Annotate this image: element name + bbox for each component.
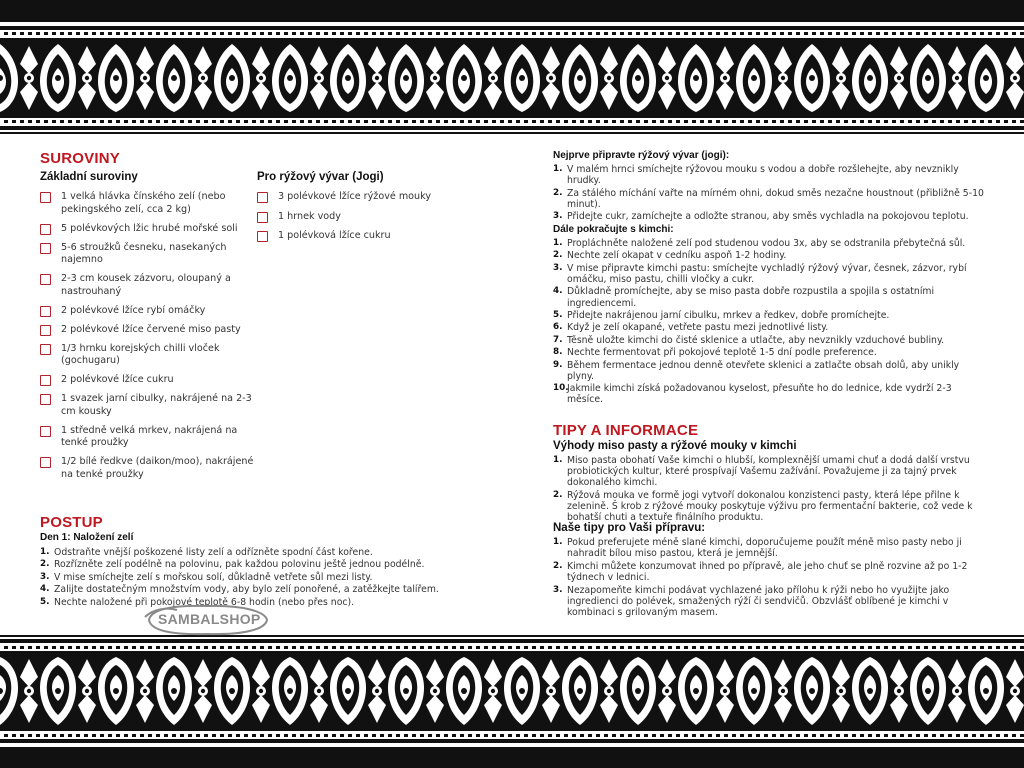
step-text: Nechte fermentovat při pokojové teplotě 1-5 dní podle preference. [567,347,877,359]
checkbox[interactable] [257,212,268,223]
kimchi-procedure-steps [553,238,988,407]
ingredient-item [40,425,255,450]
checkbox[interactable] [40,344,51,355]
checkbox[interactable] [40,375,51,386]
step-text: Kimchi můžete konzumovat ihned po přípravě, ale jeho chuť se plně rozvine až po 1-2 týdnech v lednici. [567,560,968,584]
step-text: Nezapomeňte kimchi podávat vychlazené jako přílohu k rýži nebo ho využijte jako ingredienci do polévek, smažených rýží či sendvičů. Obzvlášť oblíbené je kimchi v kombinaci s grilovaným masem. [567,584,950,619]
checkbox[interactable] [40,224,51,235]
step-text: Nechte zelí okapat v cedníku aspoň 1-2 hodiny. [567,250,787,262]
step-text: Během fermentace jednou denně otevřete sklenici a zatlačte obsah dolů, aby unikly plyny. [567,359,960,382]
step-text: Miso pasta obohatí Vaše kimchi o hlubší, komplexnější umami chuť a dodá další vrstvu probiotických kultur, které prospívají Vašemu zažívání. Považujeme ji za tajný prvek dokonalého kimchi. [567,455,970,489]
ingredient-label: 5 polévkových lžic hrubé mořské soli [61,222,238,234]
kimchi-step [553,286,988,308]
checkbox[interactable] [40,457,51,468]
step-number: 5. [40,596,50,607]
step-text: Když je zelí okapané, vetřete pastu mezi jednotlivé listy. [567,322,829,334]
checkbox[interactable] [40,243,51,254]
step-number: 2. [553,489,563,500]
top-edge-bar [0,0,1024,22]
step-number: 3. [553,211,563,222]
top-ornament-border [0,22,1024,136]
step-number: 9. [553,359,563,370]
step-number: 2. [553,187,563,198]
ingredient-item [40,273,255,298]
ingredient-label: 2 polévkové lžíce rybí omáčky [61,304,206,316]
broth-ingredients-heading: Pro rýžový vývar (Jogi) [257,171,384,183]
ingredient-label: 1 svazek jarní cibulky, nakrájené na 2-3 cm kousky [61,393,252,417]
ingredient-item [40,374,255,387]
basic-ingredients-heading: Základní suroviny [40,171,138,183]
broth-procedure-heading: Nejprve připravte rýžový vývar (jogi): [553,150,730,161]
day1-step [40,547,460,558]
broth-procedure-steps [553,164,988,224]
step-text: Za stálého míchání vařte na mírném ohni, dokud směs nezačne houstnout (přibližně 5-10 minut). [567,187,984,210]
advice-list [553,537,983,620]
step-text: Pokud preferujete méně slané kimchi, doporučujeme použít méně miso pasty nebo ji nahradit bílou miso pastou, která je jemnější. [567,537,962,560]
watermark-text: SAMBALSHOP [158,611,261,627]
step-number: 6. [553,322,563,333]
ingredient-label: 2-3 cm kousek zázvoru, oloupaný a nastrouhaný [61,273,231,297]
step-number: 3. [553,584,563,595]
advice-item [553,585,983,619]
benefits-list [553,455,983,525]
checkbox[interactable] [40,325,51,336]
broth-ingredients-list [257,191,457,250]
day1-step [40,572,460,583]
kimchi-procedure-heading: Dále pokračujte s kimchi: [553,224,674,235]
step-number: 1. [553,537,563,547]
checkbox[interactable] [257,231,268,242]
bottom-ornament-border [0,633,1024,747]
ingredient-item [40,305,255,318]
tips-title: TIPY A INFORMACE [553,422,699,439]
benefits-heading: Výhody miso pasty a rýžové mouky v kimchi [553,440,797,452]
step-number: 7. [553,334,563,345]
step-text: Rýžová mouka ve formě jogi vytvoří dokonalou konzistenci pasty, která lépe přilne k zelenině. Š krob z rýžové mouky poskytuje výživu pro fermentační bakterie, což vede k bohatší chuti a textuře finálního produktu. [567,489,973,524]
step-text: Důkladně promíchejte, aby se miso pasta dobře rozpustila a spojila s ostatními ingrediencemi. [567,286,935,309]
ingredient-label: 1 hrnek vody [278,210,341,222]
kimchi-step [553,263,988,285]
step-text: Přidejte nakrájenou jarní cibulku, mrkev a ředkev, dobře promíchejte. [567,309,890,321]
broth-step [553,188,988,210]
kimchi-step [553,238,988,249]
step-text: Zalijte dostatečným množstvím vody, aby bylo zelí ponořené, a zatěžkejte talířem. [54,584,439,596]
bottom-edge-bar [0,747,1024,768]
ingredient-label: 1 velká hlávka čínského zelí (nebo pekingského zelí, cca 2 kg) [61,191,226,215]
ingredient-label: 2 polévkové lžíce cukru [61,374,174,385]
ingredient-item [257,230,457,243]
ingredient-item [40,223,255,236]
checkbox[interactable] [40,394,51,405]
step-number: 2. [553,560,563,571]
step-number: 1. [553,455,563,465]
step-number: 1. [553,164,563,174]
step-text: V mise připravte kimchi pastu: smíchejte vychladlý rýžový vývar, česnek, zázvor, rybí omáčku, miso pastu, chilli vločky a cukr. [567,262,967,285]
kimchi-step [553,335,988,346]
ingredient-item [40,242,255,267]
ingredient-label: 1 středně velká mrkev, nakrájená na tenké proužky [61,424,238,448]
day1-step [40,559,460,570]
advice-item [553,537,983,559]
checkbox[interactable] [257,192,268,203]
step-text: Jakmile kimchi získá požadovanou kyselost, přesuňte ho do lednice, kde vydrží 2-3 měsíce. [567,383,952,406]
step-number: 4. [553,286,563,297]
ingredient-label: 5-6 stroužků česneku, nasekaných najemno [61,241,227,265]
advice-heading: Naše tipy pro Vaši přípravu: [553,522,706,534]
step-number: 4. [40,584,50,595]
step-text: Těsně uložte kimchi do čisté sklenice a utlačte, aby nevznikly vzduchové bubliny. [567,334,945,346]
step-number: 8. [553,347,563,358]
kimchi-step [553,310,988,321]
day1-steps [40,547,460,609]
step-number: 10. [553,383,569,394]
step-text: Rozřízněte zelí podélně na polovinu, pak každou polovinu ještě jednou podélně. [54,559,425,571]
procedure-title: POSTUP [40,514,103,531]
kimchi-step [553,250,988,261]
step-number: 1. [553,238,563,248]
step-text: Odstraňte vnější poškozené listy zelí a odřízněte spodní část kořene. [54,547,373,558]
step-text: V mise smíchejte zelí s mořskou solí, důkladně vetřete sůl mezi listy. [54,571,373,583]
step-number: 5. [553,309,563,320]
kimchi-step [553,383,988,405]
checkbox[interactable] [40,426,51,437]
benefit-item [553,455,983,489]
step-text: Propláchněte naložené zelí pod studenou vodou 3x, aby se odstranila přebytečná sůl. [567,238,966,249]
checkbox[interactable] [40,274,51,285]
step-text: V malém hrnci smíchejte rýžovou mouku s vodou a dobře rozšlehejte, aby nevznikly hrudky. [567,164,959,187]
ingredient-label: 2 polévkové lžíce červené miso pasty [61,323,241,335]
kimchi-step [553,360,988,382]
step-text: Nechte naložené při pokojové teplotě 6-8 hodin (nebo přes noc). [54,596,355,608]
step-number: 3. [553,262,563,273]
broth-step [553,164,988,186]
ingredient-label: 3 polévkové lžíce rýžové mouky [278,191,432,202]
ingredient-item [257,211,457,224]
ingredient-item [40,343,255,368]
day1-heading: Den 1: Naložení zelí [40,532,134,543]
checkbox[interactable] [40,306,51,317]
step-number: 2. [553,250,563,261]
day1-step [40,584,460,595]
basic-ingredients-list [40,191,255,488]
ingredient-label: 1/2 bílé ředkve (daikon/moo), nakrájené na tenké proužky [61,456,254,480]
ingredient-item [40,191,255,216]
ingredient-item [40,456,255,481]
ingredient-item [40,393,255,418]
step-number: 3. [40,571,50,582]
step-number: 2. [40,559,50,570]
ornament-pattern [0,22,1024,136]
broth-step [553,211,988,222]
step-text: Přidejte cukr, zamíchejte a odložte stranou, aby směs vychladla na pokojovou teplotu. [567,211,969,223]
advice-item [553,561,983,583]
ingredient-item [257,191,457,204]
benefit-item [553,490,983,524]
ingredient-label: 1 polévková lžíce cukru [278,230,391,241]
ornament-pattern [0,633,1024,747]
checkbox[interactable] [40,192,51,203]
kimchi-step [553,347,988,358]
ingredient-label: 1/3 hrnku korejských chilli vloček (gochugaru) [61,342,220,366]
ingredients-title: SUROVINY [40,150,120,167]
step-number: 1. [40,547,50,557]
kimchi-step [553,322,988,333]
ingredient-item [40,324,255,337]
